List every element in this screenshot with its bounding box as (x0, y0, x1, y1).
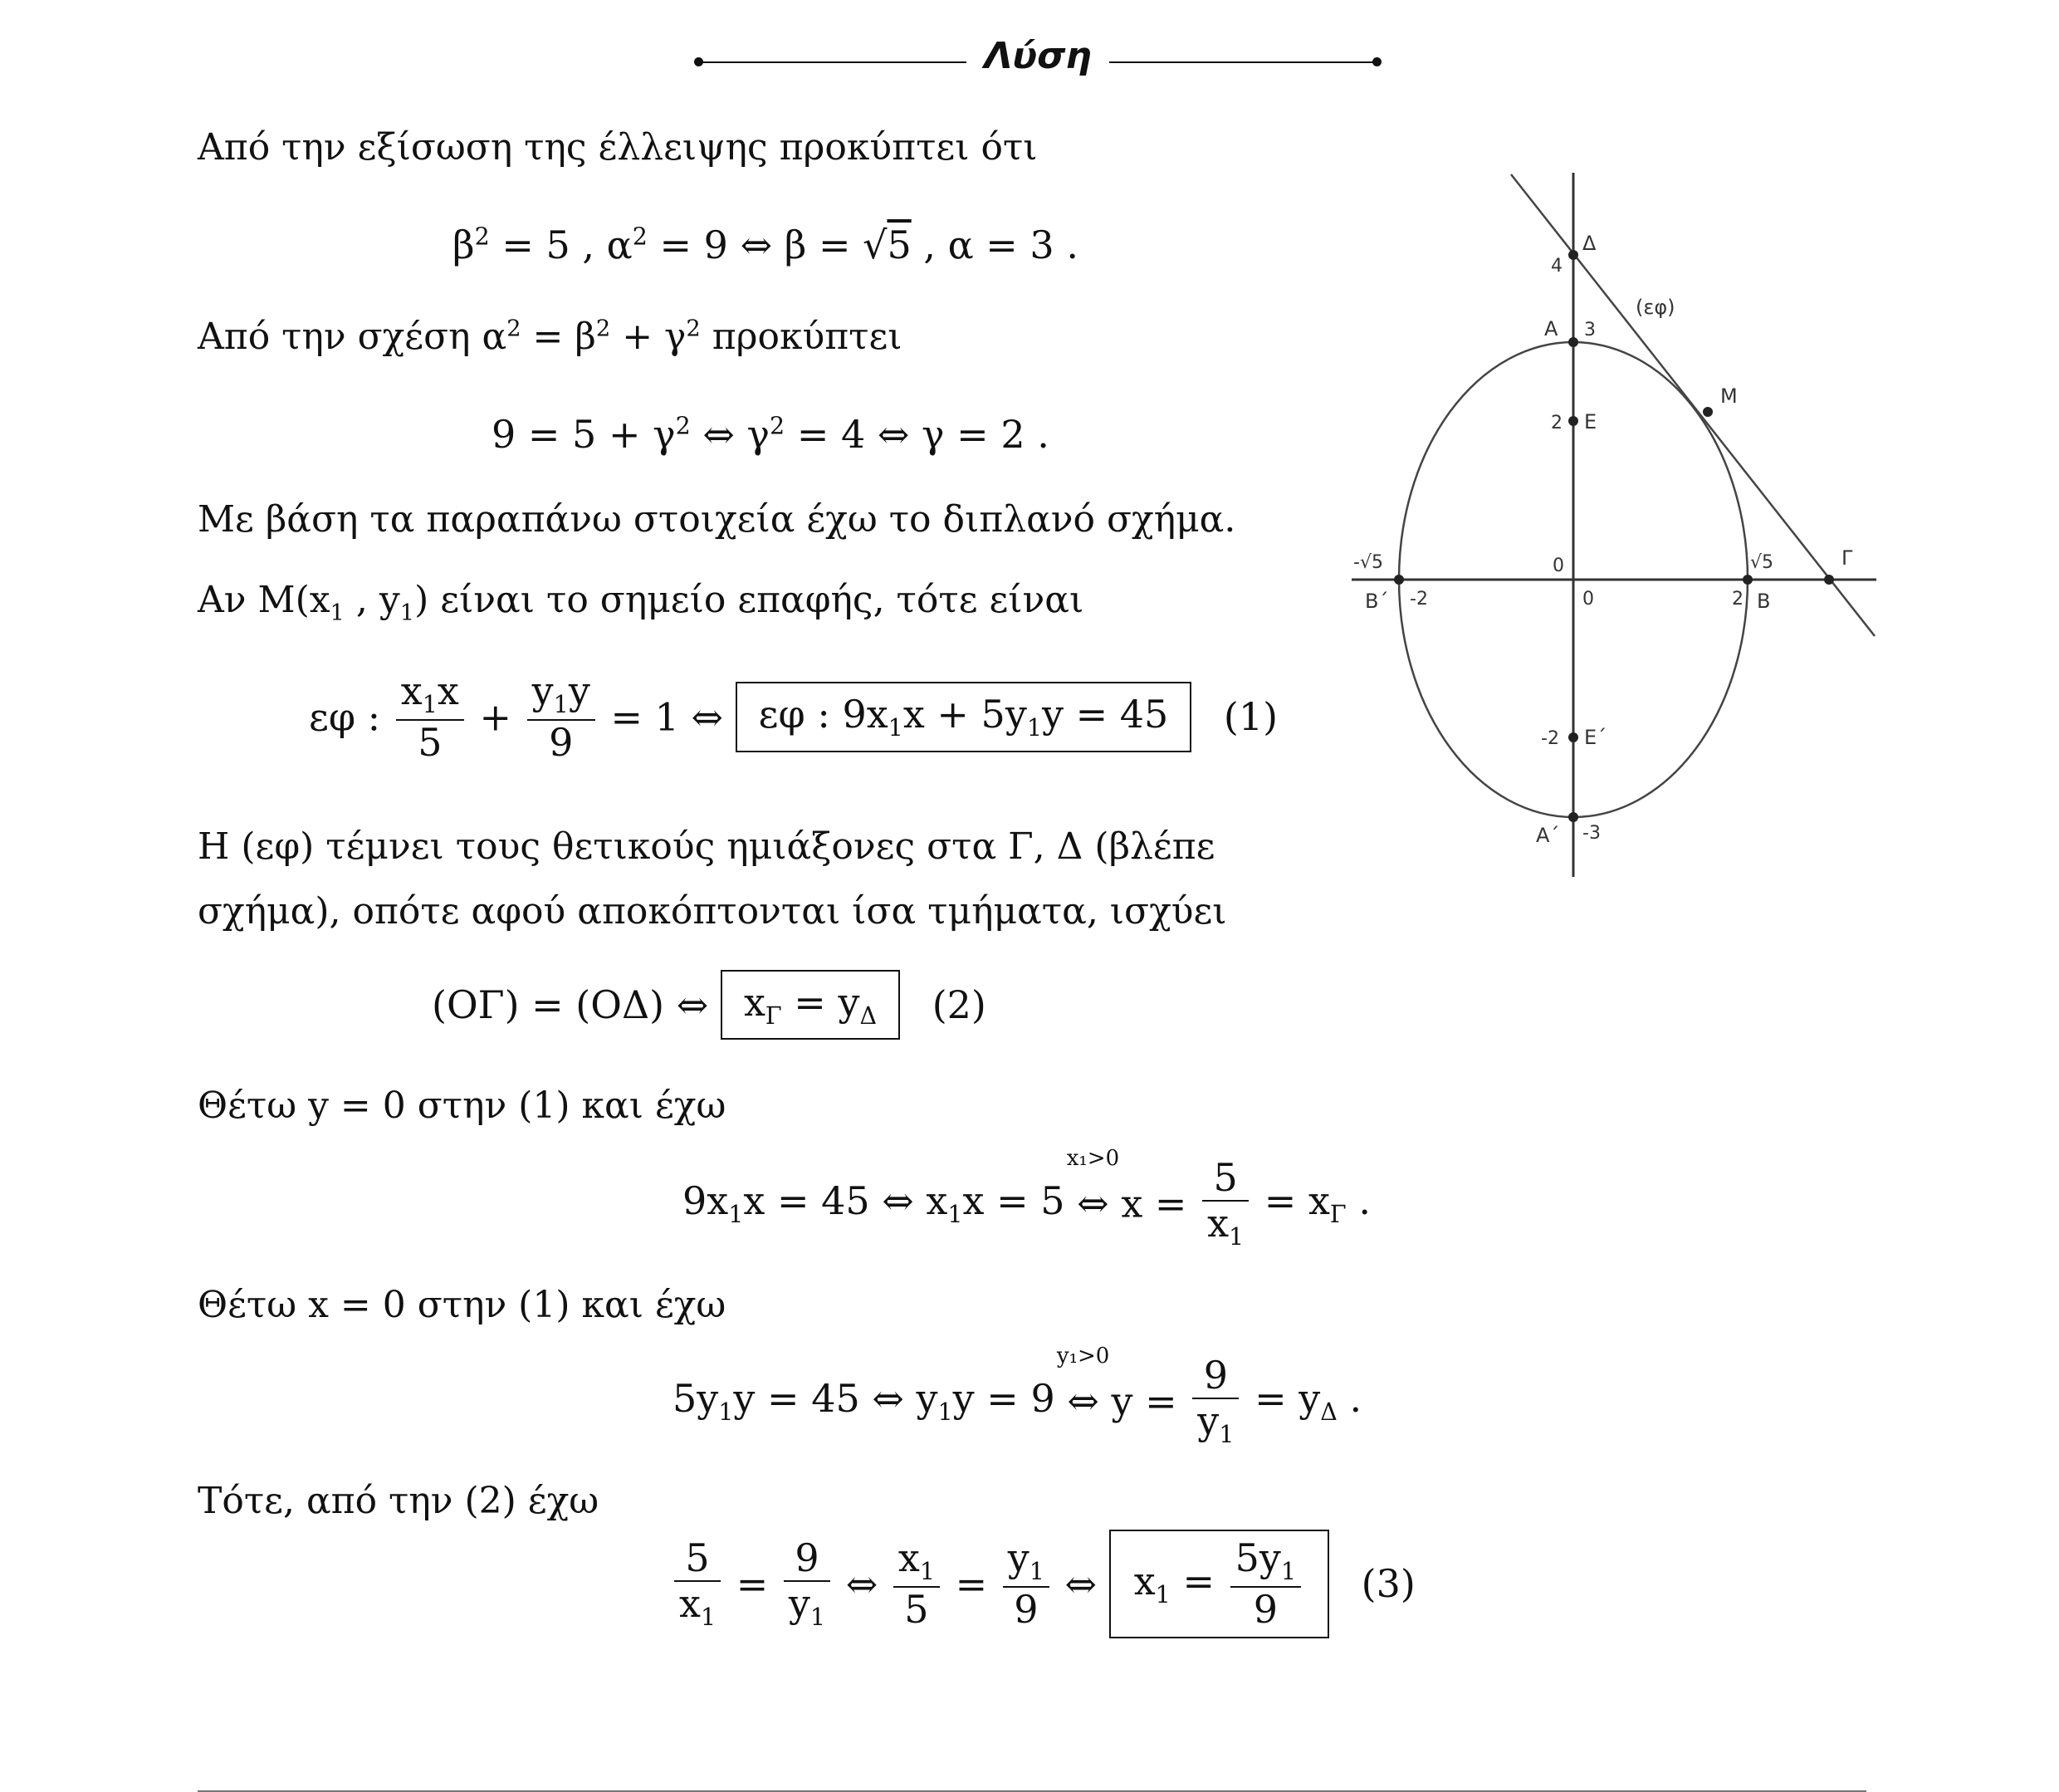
paragraph-3: Με βάση τα παραπάνω στοιχεία έχω το διπλανό σχήμα. (198, 498, 1236, 541)
section-title: Λύση (984, 35, 1092, 77)
label-delta: Δ (1582, 232, 1597, 255)
tick-x2: 2 (1732, 589, 1744, 610)
ellipse-figure (1345, 166, 1876, 889)
paragraph-5: Η (εφ) τέμνει τους θετικούς ημιάξονες στα Γ, Δ (βλέπε (198, 825, 1215, 868)
boxed-tangent-equation: εφ : $9x_1x + 5y_1y = 45$ (736, 682, 1192, 752)
equation-5: $9x_1x = 45$ ⇔ $x_1x = 5$ x₁>0 ⇔ x = $\frac{5}{x_1}$ = $x_\Gamma$ . (682, 1146, 1371, 1251)
label-a-prime: A΄ (1536, 824, 1560, 847)
point-a-prime (1568, 812, 1578, 822)
paragraph-6: σχήμα), οπότε αφού αποκόπτονται ίσα τμήματα, ισχύει (198, 890, 1227, 933)
tick-y2: 2 (1551, 413, 1563, 433)
point-delta (1568, 250, 1578, 260)
tick-y3: 3 (1584, 320, 1596, 340)
paragraph-2: Από την σχέση $\alpha^2 = \beta^2 + \gamma^2$ προκύπτει (198, 316, 902, 358)
point-m (1703, 407, 1713, 417)
paragraph-9: Τότε, από την (2) έχω (198, 1480, 599, 1522)
equation-6: $5y_1y = 45$ ⇔ $y_1y = 9$ y₁>0 ⇔ y = $\frac{9}{y_1}$ = $y_\Delta$ . (672, 1344, 1362, 1449)
point-e-prime (1568, 732, 1578, 742)
fraction-x1-over-5: $\frac{x_1}{5}$ (893, 1536, 940, 1632)
point-a (1568, 337, 1578, 347)
label-gamma: Γ (1841, 546, 1853, 570)
equation-3: εφ : $\frac{x_1x}{5}$ + $\frac{y_1y}{9}$ = 1 ⇔ εφ : $9x_1x + 5y_1y = 45$ (1) (309, 668, 1279, 765)
header-right-rule (1109, 61, 1377, 63)
label-tangent: (εφ) (1636, 296, 1675, 319)
paragraph-4: Αν $M(x_1$ , $y_1$) είναι το σημείο επαφής, τότε είναι (198, 579, 1084, 626)
condition-y1-positive: y₁>0 (1056, 1344, 1110, 1369)
label-a: A (1544, 317, 1558, 340)
point-b-prime (1394, 575, 1404, 585)
label-m: M (1720, 384, 1738, 408)
label-e-prime: E΄ (1584, 726, 1607, 749)
tick-ym2: -2 (1541, 728, 1559, 749)
tick-ym3: -3 (1582, 823, 1601, 844)
fraction-5-over-x1-b: $\frac{5}{x_1}$ (674, 1536, 721, 1632)
fraction-y1y-over-9: $\frac{y_1y}{9}$ (527, 669, 595, 765)
point-e (1568, 416, 1578, 426)
fraction-y1-over-9: $\frac{y_1}{9}$ (1003, 1536, 1049, 1632)
tick-y0: 0 (1553, 556, 1564, 576)
label-e: E (1584, 410, 1597, 433)
paragraph-8: Θέτω x = 0 στην (1) και έχω (198, 1284, 726, 1326)
tick-sqrt5: √5 (1750, 552, 1774, 573)
fraction-5-over-x1: $\frac{5}{x_1}$ (1202, 1156, 1249, 1251)
equation-1: $\beta^2 = 5$ , $\alpha^2 = 9$ ⇔ β = √5 , α = 3 . (452, 223, 1078, 267)
paragraph-7: Θέτω y = 0 στην (1) και έχω (198, 1085, 726, 1127)
fraction-x1x-over-5: $\frac{x_1x}{5}$ (396, 669, 464, 765)
boxed-intercepts-equal: $x_\Gamma = y_\Delta$ (721, 970, 900, 1040)
tick-y4: 4 (1551, 256, 1563, 277)
equation-2: $9 = 5 + \gamma^2$ ⇔ $\gamma^2 = 4$ ⇔ γ = 2 . (492, 412, 1049, 457)
tick-xm2: -2 (1410, 589, 1428, 610)
equation-tag-1: (1) (1223, 694, 1279, 740)
fraction-9-over-y1-b: $\frac{9}{y_1}$ (784, 1536, 830, 1632)
header-left-rule (699, 61, 966, 63)
equation-tag-2: (2) (932, 982, 986, 1028)
tangent-line (1511, 174, 1875, 636)
tick-msqrt5: -√5 (1353, 552, 1383, 573)
paragraph-1: Από την εξίσωση της έλλειψης προκύπτει ότι (198, 126, 1038, 169)
label-b: B (1757, 590, 1771, 613)
tick-x0: 0 (1582, 589, 1594, 610)
equation-tag-3: (3) (1361, 1561, 1416, 1607)
point-gamma (1824, 575, 1834, 585)
label-b-prime: B΄ (1365, 590, 1389, 613)
equation-7: $\frac{5}{x_1}$ = $\frac{9}{y_1}$ ⇔ $\frac{x_1}{5}$ = $\frac{y_1}{9}$ ⇔ $x_1$ = $\frac{5y_1}{9}$ (3) (671, 1530, 1416, 1638)
header-right-dot (1372, 57, 1382, 66)
point-b (1743, 575, 1753, 585)
condition-x1-positive: x₁>0 (1066, 1146, 1120, 1172)
fraction-9-over-y1: $\frac{9}{y_1}$ (1192, 1354, 1239, 1449)
boxed-x1-result: $x_1$ = $\frac{5y_1}{9}$ (1109, 1530, 1329, 1638)
equation-4: (ΟΓ) = (ΟΔ) ⇔ $x_\Gamma = y_\Delta$ (2) (432, 970, 986, 1040)
